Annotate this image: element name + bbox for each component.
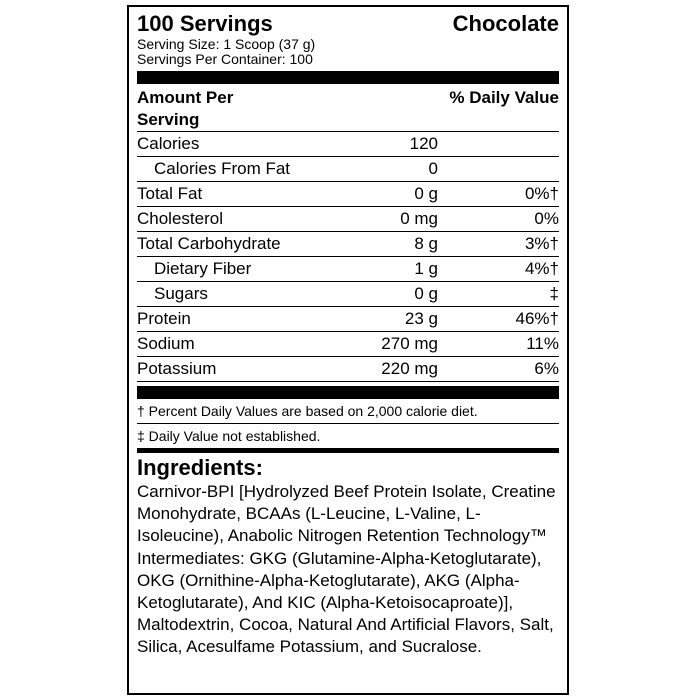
- percent-daily-footnote: † Percent Daily Values are based on 2,000 calorie diet.: [137, 399, 559, 424]
- nutrient-row: [137, 207, 559, 232]
- nutrient-row: [137, 332, 559, 357]
- nutrient-row: [137, 157, 559, 182]
- nutrient-name: Total Fat: [137, 184, 203, 203]
- bottom-thick-divider: [137, 386, 559, 399]
- ingredients-heading: Ingredients:: [137, 455, 263, 480]
- nutrient-daily-value: 46%†: [515, 309, 559, 328]
- nutrient-row: [137, 282, 559, 307]
- nutrient-daily-value: 3%†: [524, 234, 559, 253]
- nutrient-name: Calories: [137, 134, 200, 153]
- daily-value-heading: % Daily Value: [449, 88, 559, 107]
- nutrient-name: Sodium: [137, 334, 195, 353]
- nutrient-daily-value: 0%: [534, 209, 559, 228]
- nutrient-amount: 220 mg: [381, 359, 438, 378]
- nutrient-daily-value: ‡: [549, 284, 559, 303]
- serving-size: Serving Size: 1 Scoop (37 g): [137, 36, 316, 52]
- nutrient-amount: 23 g: [404, 309, 438, 328]
- nutrient-row: [137, 257, 559, 282]
- nutrition-facts-label: [127, 5, 569, 695]
- nutrient-name: Dietary Fiber: [154, 259, 252, 278]
- flavor-title: Chocolate: [452, 11, 559, 36]
- nutrient-name: Potassium: [137, 359, 217, 378]
- nutrient-row: [137, 357, 559, 382]
- nutrient-daily-value: 11%: [526, 334, 559, 353]
- nutrient-daily-value: 4%†: [524, 259, 559, 278]
- nutrient-amount: 0: [428, 159, 438, 178]
- nutrient-amount: 120: [409, 134, 438, 153]
- ingredients-text: Carnivor-BPI [Hydrolyzed Beef Protein Isolate, Creatine Monohydrate, BCAAs (L-Leucine, L-Valine, L-Isoleucine), Anabolic Nitrogen Retention Technology™ Intermediates: GKG (Glutamine-Alpha-Ketoglutarate), OKG (Ornithine-Alpha-Ketoglutarate), AKG (Alpha-Ketoglutarate), And KIC (Alpha-Ketoisocaproate)], Maltodextrin, Cocoa, Natural And Artificial Flavors, Salt, Silica, Acesulfame Potassium, and Sucralose.: [137, 482, 556, 657]
- nutrient-name: Total Carbohydrate: [137, 234, 281, 253]
- ingredients-divider: [137, 448, 559, 453]
- nutrient-amount: 270 mg: [381, 334, 438, 353]
- servings-title: 100 Servings: [137, 11, 273, 36]
- nutrient-name: Protein: [137, 309, 191, 328]
- nutrient-daily-value: 6%: [534, 359, 559, 378]
- nutrient-table: [137, 132, 559, 382]
- nutrient-name: Cholesterol: [137, 209, 223, 228]
- nutrient-amount: 0 g: [414, 184, 438, 203]
- nutrient-amount: 1 g: [414, 259, 438, 278]
- nutrient-row: [137, 182, 559, 207]
- nutrient-row: [137, 132, 559, 157]
- nutrient-row: [137, 232, 559, 257]
- table-header: [137, 84, 559, 131]
- nutrient-amount: 8 g: [414, 234, 438, 253]
- nutrient-name: Calories From Fat: [154, 159, 291, 178]
- thick-divider: [137, 71, 559, 84]
- nutrient-row: [137, 307, 559, 332]
- nutrient-name: Sugars: [154, 284, 208, 303]
- servings-per-container: Servings Per Container: 100: [137, 51, 313, 67]
- not-established-footnote: ‡ Daily Value not established.: [137, 428, 321, 444]
- label-header: [137, 11, 559, 37]
- nutrient-amount: 0 g: [414, 284, 438, 303]
- nutrient-daily-value: 0%†: [524, 184, 559, 203]
- amount-per-serving-heading: Amount Per Serving: [137, 88, 234, 129]
- nutrient-amount: 0 mg: [400, 209, 438, 228]
